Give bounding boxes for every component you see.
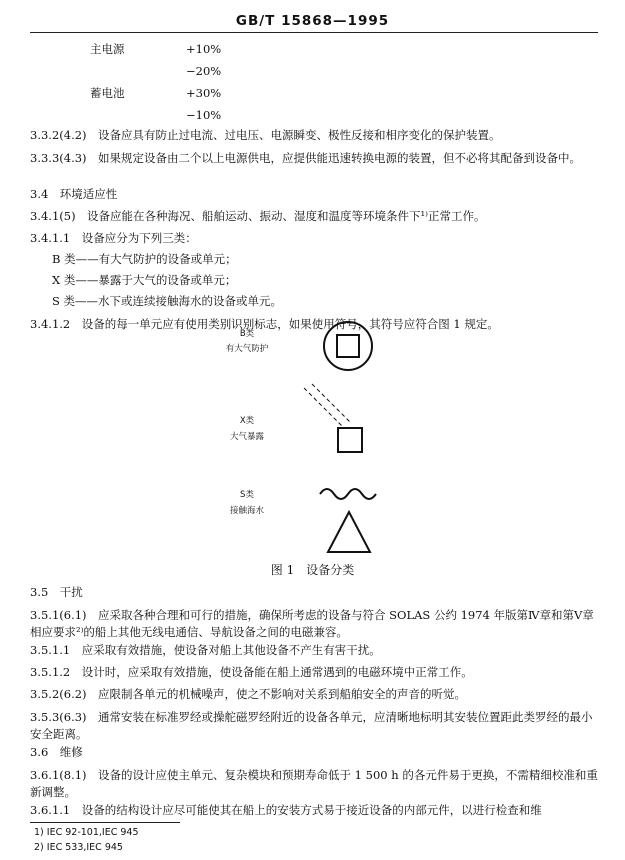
figure-caption: 图 1 设备分类 xyxy=(270,563,355,577)
header-rule xyxy=(30,32,598,33)
fig-x-code: X类 xyxy=(239,416,255,426)
clause-3-6-1-1: 3.6.1.1 设备的结构设计应尽可能使其在船上的安装方式易于接近设备的内部元件，以进行检查和维 xyxy=(30,803,542,817)
clause-3-5-1-2: 3.5.1.2 设计时，应采取有效措施，使设备能在船上通常遇到的电磁环境中正常工作。 xyxy=(30,665,473,679)
clause-3-5-1-1: 3.5.1.1 应采取有效措施，使设备对船上其他设备不产生有害干扰。 xyxy=(30,643,381,657)
clause-3-5-2: 3.5.2(6.2) 应限制各单元的机械噪声，使之不影响对关系到船舶安全的声音的听觉。 xyxy=(30,687,467,701)
atmosphere-exposed-symbol xyxy=(300,382,370,456)
main-power-plus: +10% xyxy=(186,42,222,56)
clause-3-3-3: 3.3.3(4.3) 如果规定设备由二个以上电源供电，应提供能迅速转换电源的装置，但不必将其配备到设备中。 xyxy=(30,151,582,165)
battery-plus: +30% xyxy=(186,86,222,100)
page-header: GB/T 15868—1995 xyxy=(235,13,390,29)
clause-3-4-1: 3.4.1(5) 设备应能在各种海况、船舶运动、振动、湿度和温度等环境条件下¹⁾正常工作。 xyxy=(30,209,486,223)
clause-3-4-1-1: 3.4.1.1 设备应分为下列三类： xyxy=(30,231,197,245)
section-3-5-title: 3.5 干扰 xyxy=(30,585,83,599)
seawater-contact-symbol xyxy=(318,486,380,558)
class-b-item: B 类——有大气防护的设备或单元； xyxy=(52,252,237,266)
section-3-4-title: 3.4 环境适应性 xyxy=(30,187,118,201)
footnote-rule xyxy=(30,822,180,823)
battery-label: 蓄电池 xyxy=(90,86,125,100)
fig-x-desc: 大气暴露 xyxy=(229,432,264,442)
fig-s-code: S类 xyxy=(240,490,254,500)
class-s-item: S 类——水下或连续接触海水的设备或单元。 xyxy=(52,294,283,308)
atmosphere-protected-symbol xyxy=(322,320,374,372)
fig-s-desc: 接触海水 xyxy=(229,506,264,516)
fig-b-code: B类 xyxy=(239,329,255,339)
main-power-label: 主电源 xyxy=(90,42,125,56)
clause-3-6-1: 3.6.1(8.1) 设备的设计应使主单元、复杂模块和预期寿命低于 1 500 h 的各元件易于更换，不需精细校准和重新调整。 xyxy=(30,768,598,800)
clause-3-4-1-2: 3.4.1.2 设备的每一单元应有使用类别识别标志，如果使用符号，其符号应符合图 1 规定。 xyxy=(30,317,499,331)
clause-3-5-1: 3.5.1(6.1) 应采取各种合理和可行的措施，确保所考虑的设备与符合 SOLAS 公约 1974 年版第Ⅳ章和第Ⅴ章相应要求²⁾的船上其他无线电通信、导航设备之间的电磁兼容。 xyxy=(30,608,594,640)
class-x-item: X 类——暴露于大气的设备或单元； xyxy=(52,273,237,287)
footnote-1: 1) IEC 92-101,IEC 945 xyxy=(34,827,139,838)
main-power-minus: −20% xyxy=(186,64,222,78)
fig-b-desc: 有大气防护 xyxy=(225,344,269,354)
clause-3-5-3: 3.5.3(6.3) 通常安装在标准罗经或操舵磁罗经附近的设备各单元，应清晰地标明其安装位置距此类罗经的最小安全距离。 xyxy=(30,710,593,742)
section-3-6-title: 3.6 维修 xyxy=(30,745,83,759)
battery-minus: −10% xyxy=(186,108,222,122)
clause-3-3-2: 3.3.2(4.2) 设备应具有防止过电流、过电压、电源瞬变、极性反接和相序变化的保护装置。 xyxy=(30,128,501,142)
footnote-2: 2) IEC 533,IEC 945 xyxy=(34,842,123,853)
